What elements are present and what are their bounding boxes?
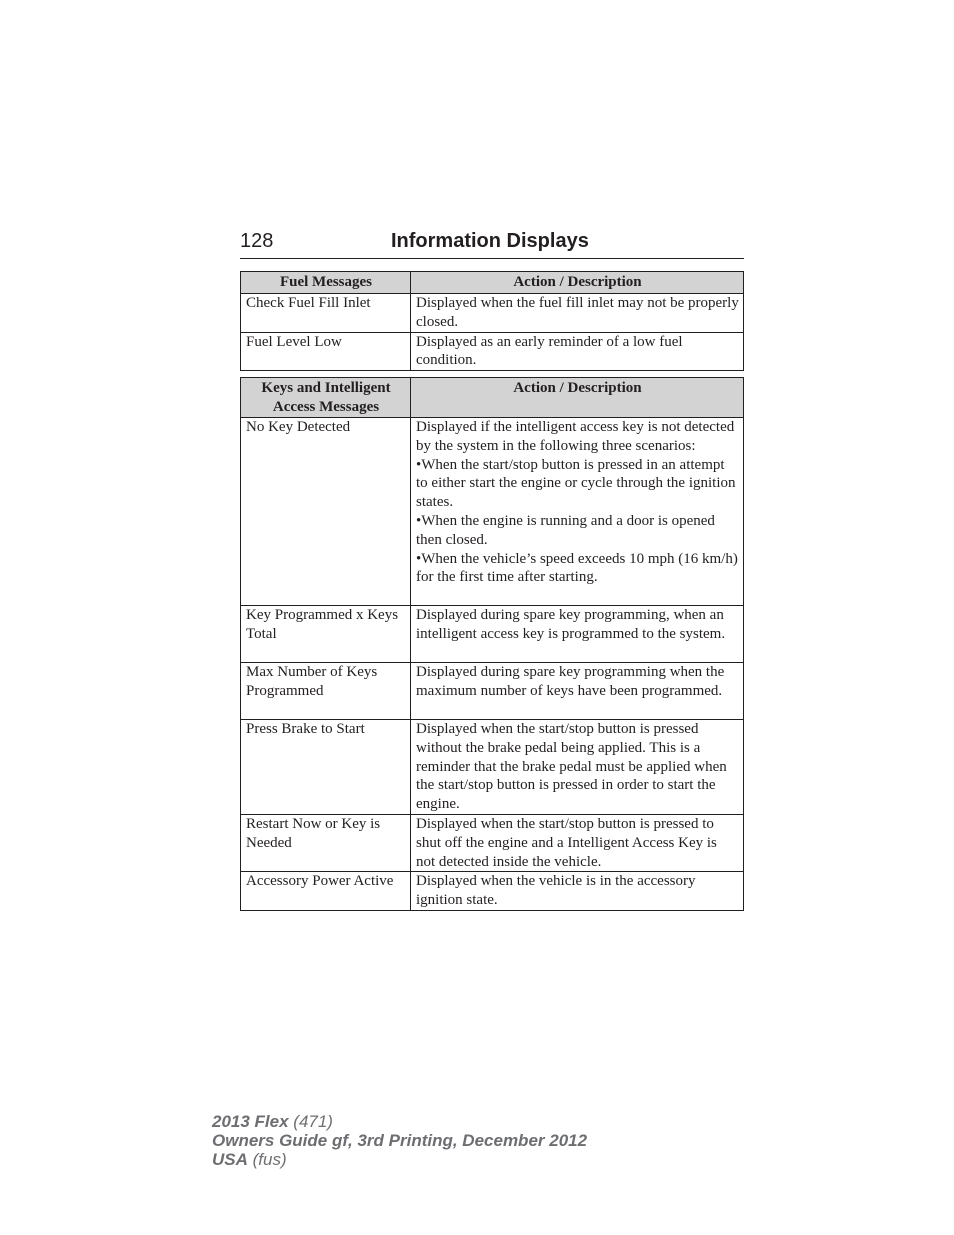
description-cell: Displayed during spare key programming when the maximum number of keys have been programmed. [411,663,744,720]
table-row [241,720,744,815]
column-header-message: Fuel Messages [241,272,411,294]
message-cell: Max Number of Keys Programmed [241,663,411,720]
description-cell: Displayed when the start/stop button is pressed to shut off the engine and a Intelligent Access Key is not detected inside the vehicle. [411,814,744,871]
table-row [241,294,744,333]
footer-market: USA [212,1150,248,1169]
description-cell: Displayed during spare key programming, when an intelligent access key is programmed to the system. [411,606,744,663]
keys-messages-table [240,377,744,911]
table-header-row [241,378,744,418]
table-row [241,418,744,606]
table-row [241,606,744,663]
table-row [241,814,744,871]
description-cell: Displayed when the vehicle is in the accessory ignition state. [411,872,744,911]
footer-model: 2013 Flex [212,1112,289,1131]
column-header-description: Action / Description [411,378,744,418]
table-row [241,872,744,911]
description-cell: Displayed when the fuel fill inlet may not be properly closed. [411,294,744,333]
page-number: 128 [240,230,274,252]
footer-model-code: (471) [288,1112,333,1131]
page-footer [212,1112,587,1169]
message-cell: Fuel Level Low [241,332,411,371]
message-cell: Key Programmed x Keys Total [241,606,411,663]
bullet-item: •When the vehicle’s speed exceeds 10 mph (16 km/h) for the first time after starting. [416,550,738,586]
description-cell: Displayed when the start/stop button is pressed without the brake pedal being applied. This is a reminder that the brake pedal must be applied when the start/stop button is pressed in order to start the engine. [411,720,744,815]
message-cell: Restart Now or Key is Needed [241,814,411,871]
footer-line-3 [212,1150,587,1169]
page-header [240,228,744,259]
description-text: Displayed if the intelligent access key is not detected by the system in the following three scenarios: [416,419,735,454]
table-header-row [241,272,744,294]
bullet-item: •When the start/stop button is pressed in an attempt to either start the engine or cycle through the ignition states. [416,456,736,511]
table-row [241,332,744,371]
footer-line-1 [212,1112,587,1131]
footer-market-code: (fus) [247,1150,287,1169]
message-cell: No Key Detected [241,418,411,606]
message-cell: Check Fuel Fill Inlet [241,294,411,333]
description-cell [411,418,744,606]
table-row [241,663,744,720]
column-header-message: Keys and Intelligent Access Messages [241,378,411,418]
message-cell: Accessory Power Active [241,872,411,911]
column-header-description: Action / Description [411,272,744,294]
footer-line-2: Owners Guide gf, 3rd Printing, December 2012 [212,1131,588,1150]
bullet-item: •When the engine is running and a door is opened then closed. [416,512,715,548]
message-cell: Press Brake to Start [241,720,411,815]
description-cell: Displayed as an early reminder of a low fuel condition. [411,332,744,371]
page-title: Information Displays [391,230,589,252]
fuel-messages-table [240,271,744,371]
